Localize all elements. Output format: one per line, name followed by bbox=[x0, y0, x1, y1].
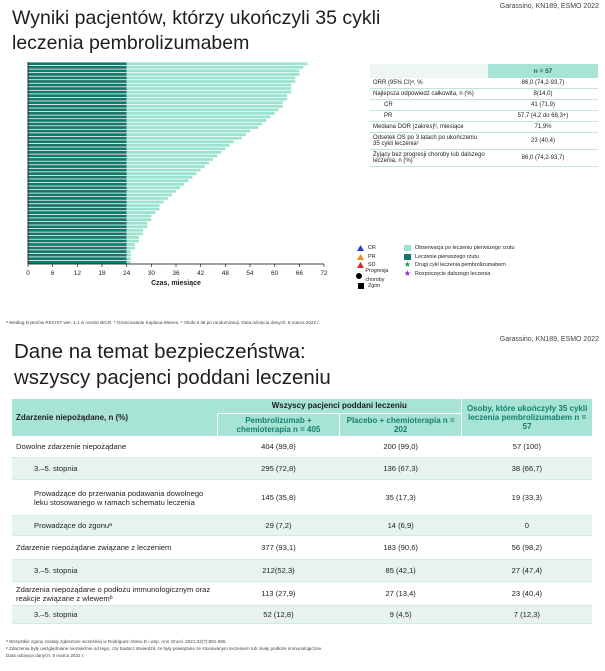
bar-first-line bbox=[28, 126, 127, 129]
header-placebo: Placebo + chemioterapia n = 202 bbox=[340, 413, 462, 436]
bar-follow-up bbox=[127, 232, 143, 235]
bar-first-line bbox=[28, 62, 127, 65]
bar-follow-up bbox=[127, 112, 275, 115]
bar-first-line bbox=[28, 101, 127, 104]
bar-follow-up bbox=[127, 190, 176, 193]
bar-follow-up bbox=[127, 133, 246, 136]
table-row bbox=[370, 89, 598, 100]
x-tick-label: 48 bbox=[221, 270, 229, 277]
bar-follow-up bbox=[127, 261, 131, 264]
cell-completed: 38 (66,7) bbox=[462, 458, 592, 480]
bar-follow-up bbox=[127, 140, 234, 143]
bar-follow-up bbox=[127, 247, 135, 250]
cell-completed: 19 (33,3) bbox=[462, 480, 592, 516]
cell-pembro: 377 (93,1) bbox=[217, 536, 339, 560]
bar-follow-up bbox=[127, 257, 131, 260]
x-tick-label: 30 bbox=[147, 270, 155, 277]
bar-follow-up bbox=[127, 101, 283, 104]
slide-title bbox=[14, 339, 331, 391]
bar-follow-up bbox=[127, 204, 160, 207]
bar-follow-up bbox=[127, 147, 226, 150]
cell-completed: 23 (40,4) bbox=[462, 582, 592, 606]
bar-first-line bbox=[28, 225, 127, 228]
bar-follow-up bbox=[127, 236, 139, 239]
bar-first-line bbox=[28, 186, 127, 189]
bar-first-line bbox=[28, 87, 127, 90]
x-tick-label: 12 bbox=[73, 270, 81, 277]
swimmer-plot-svg bbox=[24, 60, 360, 290]
table-row bbox=[370, 100, 598, 111]
efficacy-summary-body bbox=[370, 78, 598, 167]
row-value: 71,9% bbox=[488, 122, 598, 133]
efficacy-slide bbox=[0, 0, 605, 333]
legend-markers bbox=[356, 244, 396, 290]
bar-first-line bbox=[28, 80, 127, 83]
table-row bbox=[370, 111, 598, 122]
row-label: ORR (95% CI)ᵃ, % bbox=[370, 78, 488, 89]
bar-first-line bbox=[28, 179, 127, 182]
table-row bbox=[12, 606, 592, 624]
footnote-1: ᵃ Wszystkie zgony zostały zgłoszone wcześniej w Rodriguez-Abreu D i wsp. Ann Oncol. 2021;32(7):881-895. bbox=[6, 639, 227, 644]
bar-follow-up bbox=[127, 229, 143, 232]
bar-first-line bbox=[28, 69, 127, 72]
bar-follow-up bbox=[127, 66, 304, 69]
cell-pembro: 212(52,3) bbox=[217, 560, 339, 582]
header-pembro: Pembrolizumab + chemioterapia n = 405 bbox=[217, 413, 339, 436]
legend-item-pr bbox=[356, 253, 396, 262]
bar-first-line bbox=[28, 243, 127, 246]
source-citation: Garassino, KN189, ESMO 2022 bbox=[499, 3, 599, 10]
purple-star-icon: ★ bbox=[403, 268, 412, 278]
table-row bbox=[12, 560, 592, 582]
bar-follow-up bbox=[127, 240, 139, 243]
bar-first-line bbox=[28, 250, 127, 253]
legend-bars bbox=[403, 244, 514, 278]
cell-completed: 27 (47,4) bbox=[462, 560, 592, 582]
header-group: Wszyscy pacjenci poddani leczeniu bbox=[217, 399, 461, 413]
bar-first-line bbox=[28, 144, 127, 147]
bar-follow-up bbox=[127, 194, 172, 197]
row-value: 86,0 (74,2-93,7) bbox=[488, 78, 598, 89]
bar-first-line bbox=[28, 204, 127, 207]
bar-first-line bbox=[28, 73, 127, 76]
bar-follow-up bbox=[127, 126, 259, 129]
table-row bbox=[370, 78, 598, 89]
row-value: 23 (40,4) bbox=[488, 133, 598, 150]
red-triangle-icon bbox=[356, 262, 365, 268]
header-completed: Osoby, które ukończyły 35 cykli leczenia pembrolizumabem n = 57 bbox=[462, 399, 592, 436]
bar-first-line bbox=[28, 94, 127, 97]
row-label: Prowadzące do zgonuᵃ bbox=[12, 516, 217, 536]
legend-item-first-line bbox=[403, 253, 514, 262]
bar-first-line bbox=[28, 151, 127, 154]
footnote-3: Data odcięcia danych: 8 marca 2022 r. bbox=[6, 653, 85, 658]
x-axis-label: Czas, miesiące bbox=[151, 280, 201, 287]
bar-first-line bbox=[28, 190, 127, 193]
bar-follow-up bbox=[127, 183, 185, 186]
bar-follow-up bbox=[127, 69, 300, 72]
cell-placebo: 136 (67,3) bbox=[340, 458, 462, 480]
table-row bbox=[370, 133, 598, 150]
cell-completed: 57 (100) bbox=[462, 436, 592, 458]
row-label: CR bbox=[370, 100, 488, 111]
bar-follow-up bbox=[127, 250, 131, 253]
bar-follow-up bbox=[127, 254, 131, 257]
bar-follow-up bbox=[127, 215, 152, 218]
cell-placebo: 9 (4,5) bbox=[340, 606, 462, 624]
x-tick-label: 24 bbox=[123, 270, 131, 277]
x-tick-label: 0 bbox=[26, 270, 30, 277]
cell-placebo: 183 (90,6) bbox=[340, 536, 462, 560]
cell-placebo: 35 (17,3) bbox=[340, 480, 462, 516]
x-tick-label: 66 bbox=[295, 270, 303, 277]
cell-pembro: 295 (72,8) bbox=[217, 458, 339, 480]
bar-first-line bbox=[28, 232, 127, 235]
bar-first-line bbox=[28, 229, 127, 232]
bar-first-line bbox=[28, 130, 127, 133]
bar-first-line bbox=[28, 236, 127, 239]
bar-follow-up bbox=[127, 172, 197, 175]
row-label: Najlepsza odpowiedź całkowita, n (%) bbox=[370, 89, 488, 100]
header-event: Zdarzenie niepożądane, n (%) bbox=[16, 412, 129, 422]
legend-item-cr bbox=[356, 244, 396, 253]
bar-first-line bbox=[28, 165, 127, 168]
legend-label: Progresja choroby bbox=[365, 268, 389, 283]
row-label: Żyjący bez progresji choroby lub dalszego leczenia, n (%) bbox=[370, 150, 488, 167]
row-value: 41 (71,9) bbox=[488, 100, 598, 111]
black-circle-icon bbox=[356, 273, 362, 279]
table-row bbox=[370, 122, 598, 133]
x-tick-label: 60 bbox=[271, 270, 279, 277]
bar-follow-up bbox=[127, 211, 156, 214]
bar-follow-up bbox=[127, 176, 193, 179]
bar-first-line bbox=[28, 112, 127, 115]
bar-first-line bbox=[28, 162, 127, 165]
header-blank bbox=[370, 64, 488, 78]
legend-label: CR bbox=[368, 245, 376, 251]
table-row bbox=[12, 458, 592, 480]
bar-follow-up bbox=[127, 105, 283, 108]
bar-follow-up bbox=[127, 225, 148, 228]
bar-follow-up bbox=[127, 130, 250, 133]
table-header-row bbox=[12, 399, 592, 413]
legend-label: Leczenie pierwszego rzutu bbox=[415, 253, 479, 260]
bar-follow-up bbox=[127, 179, 189, 182]
bar-first-line bbox=[28, 218, 127, 221]
row-label: Dowolne zdarzenie niepożądane bbox=[12, 436, 217, 458]
legend-label: Zgon bbox=[368, 282, 381, 289]
bar-follow-up bbox=[127, 87, 291, 90]
bar-follow-up bbox=[127, 243, 135, 246]
bar-follow-up bbox=[127, 80, 296, 83]
bar-follow-up bbox=[127, 77, 296, 80]
bar-first-line bbox=[28, 201, 127, 204]
source-citation: Garassino, KN189, ESMO 2022 bbox=[499, 336, 599, 343]
bar-follow-up bbox=[127, 84, 291, 87]
bar-first-line bbox=[28, 208, 127, 211]
table-row bbox=[12, 536, 592, 560]
bar-follow-up bbox=[127, 144, 230, 147]
bar-first-line bbox=[28, 140, 127, 143]
cell-placebo: 200 (99,0) bbox=[340, 436, 462, 458]
bar-follow-up bbox=[127, 222, 148, 225]
bar-follow-up bbox=[127, 108, 279, 111]
bar-follow-up bbox=[127, 218, 152, 221]
x-tick-label: 18 bbox=[98, 270, 106, 277]
footnote: ᵃ Według kryteriów RECIST wer. 1.1 w ocenie BICR. ᵇ Oszacowanie Kaplana-Meiera. ᶜ Około 5 lat po randomizacji. Data odcięcia danych: 8 marca 2022 r. bbox=[6, 320, 320, 325]
bar-first-line bbox=[28, 172, 127, 175]
table-row bbox=[12, 436, 592, 458]
adverse-events-table bbox=[12, 399, 592, 624]
bar-first-line bbox=[28, 211, 127, 214]
cell-pembro: 404 (99,8) bbox=[217, 436, 339, 458]
cell-placebo: 27 (13,4) bbox=[340, 582, 462, 606]
bar-follow-up bbox=[127, 98, 287, 101]
bar-follow-up bbox=[127, 201, 164, 204]
bar-follow-up bbox=[127, 208, 160, 211]
footnote-2: ᵇ Zdarzenia były uwzględniane niezależnie od tego, czy badacz stwierdził, że były powiązane ze stosowanym leczeniem lub miały podłoże immunologiczne. bbox=[6, 646, 323, 651]
bar-first-line bbox=[28, 108, 127, 111]
x-tick-label: 42 bbox=[197, 270, 205, 277]
cell-pembro: 145 (35,8) bbox=[217, 480, 339, 516]
bar-first-line bbox=[28, 183, 127, 186]
legend-label: PR bbox=[368, 253, 376, 260]
green-star-icon: ★ bbox=[403, 260, 412, 270]
bar-first-line bbox=[28, 247, 127, 250]
slide-title-line2: wszyscy pacjenci poddani leczeniu bbox=[14, 366, 331, 389]
bar-first-line bbox=[28, 257, 127, 260]
legend-item-followup bbox=[403, 244, 514, 253]
x-tick-label: 6 bbox=[50, 270, 55, 277]
bar-follow-up bbox=[127, 155, 217, 158]
cell-completed: 7 (12,3) bbox=[462, 606, 592, 624]
row-label: 3.–5. stopnia bbox=[12, 560, 217, 582]
row-label: 3.–5. stopnia bbox=[12, 606, 217, 624]
bar-follow-up bbox=[127, 91, 291, 94]
safety-slide bbox=[0, 333, 605, 671]
light-green-box-icon bbox=[403, 245, 412, 251]
blue-triangle-icon bbox=[356, 245, 365, 251]
bar-follow-up bbox=[127, 151, 222, 154]
swimmer-plot bbox=[24, 60, 360, 290]
row-label: Zdarzenia niepożądane o podłożu immunologicznym oraz reakcje związane z wlewemᵇ bbox=[12, 582, 217, 606]
bar-first-line bbox=[28, 119, 127, 122]
cell-pembro: 29 (7,2) bbox=[217, 516, 339, 536]
bar-first-line bbox=[28, 176, 127, 179]
bar-first-line bbox=[28, 123, 127, 126]
bar-first-line bbox=[28, 222, 127, 225]
row-label: Zdarzenie niepożądane związane z leczeniem bbox=[12, 536, 217, 560]
slide-title-line2: leczenia pembrolizumabem bbox=[12, 32, 250, 54]
bar-first-line bbox=[28, 77, 127, 80]
row-value: 8(14,0) bbox=[488, 89, 598, 100]
bar-first-line bbox=[28, 197, 127, 200]
x-tick-label: 36 bbox=[172, 270, 180, 277]
table-header-row bbox=[370, 64, 598, 78]
bar-follow-up bbox=[127, 137, 242, 140]
header-n: n = 57 bbox=[488, 64, 598, 78]
x-tick-label: 54 bbox=[246, 270, 254, 277]
bar-first-line bbox=[28, 147, 127, 150]
bar-follow-up bbox=[127, 158, 213, 161]
bar-first-line bbox=[28, 91, 127, 94]
legend-item-progression bbox=[356, 270, 396, 282]
bar-first-line bbox=[28, 105, 127, 108]
dark-green-box-icon bbox=[403, 254, 412, 260]
bar-first-line bbox=[28, 98, 127, 101]
table-row bbox=[12, 480, 592, 516]
row-label: Prowadzące do przerwania podawania dowolnego leku stosowanego w ramach schematu leczenia bbox=[12, 480, 217, 516]
bar-first-line bbox=[28, 158, 127, 161]
bar-first-line bbox=[28, 254, 127, 257]
bar-follow-up bbox=[127, 165, 205, 168]
bar-follow-up bbox=[127, 73, 300, 76]
black-square-icon bbox=[356, 283, 365, 289]
bar-first-line bbox=[28, 137, 127, 140]
slide-title-line1: Wyniki pacjentów, którzy ukończyli 35 cykli bbox=[12, 7, 381, 29]
legend-label: SD bbox=[368, 262, 376, 269]
legend-label: Drugi cykl leczenia pembrolizumabem bbox=[415, 262, 506, 269]
cell-placebo: 14 (6,9) bbox=[340, 516, 462, 536]
bar-follow-up bbox=[127, 162, 209, 165]
legend-item-second-course bbox=[403, 261, 514, 270]
bar-first-line bbox=[28, 240, 127, 243]
table-row bbox=[12, 582, 592, 606]
bar-first-line bbox=[28, 66, 127, 69]
x-tick-label: 72 bbox=[320, 270, 328, 277]
bar-follow-up bbox=[127, 197, 168, 200]
bar-first-line bbox=[28, 133, 127, 136]
row-label: 3.–5. stopnia bbox=[12, 458, 217, 480]
legend-label: Rozpoczęcie dalszego leczenia bbox=[415, 270, 491, 277]
bar-first-line bbox=[28, 116, 127, 119]
efficacy-summary-table bbox=[370, 64, 598, 167]
row-value: 57,7 (4,2 do 68,3+) bbox=[488, 111, 598, 122]
bar-follow-up bbox=[127, 116, 271, 119]
row-label: Odsetek OS po 3 latach po ukończeniu 35 cykli leczeniaᶜ bbox=[370, 133, 488, 150]
bar-follow-up bbox=[127, 94, 287, 97]
bar-first-line bbox=[28, 215, 127, 218]
bar-first-line bbox=[28, 169, 127, 172]
bar-follow-up bbox=[127, 169, 201, 172]
legend-label: Obserwacja po leczeniu pierwszego rzutu bbox=[415, 245, 515, 251]
bar-first-line bbox=[28, 194, 127, 197]
legend-item-subsequent bbox=[403, 270, 514, 279]
bar-first-line bbox=[28, 84, 127, 87]
slide-title-line1: Dane na temat bezpieczeństwa: bbox=[14, 340, 306, 363]
table-row bbox=[370, 150, 598, 167]
cell-completed: 0 bbox=[462, 516, 592, 536]
slide-title bbox=[12, 6, 380, 56]
bar-follow-up bbox=[127, 123, 263, 126]
cell-completed: 56 (98,2) bbox=[462, 536, 592, 560]
row-value: 86,0 (74,2-93,7) bbox=[488, 150, 598, 167]
bar-first-line bbox=[28, 261, 127, 264]
bar-first-line bbox=[28, 155, 127, 158]
cell-pembro: 52 (12,8) bbox=[217, 606, 339, 624]
row-label: Mediana DOR (zakres)ᵇ, miesiące bbox=[370, 122, 488, 133]
table-row bbox=[12, 516, 592, 536]
orange-triangle-icon bbox=[356, 254, 365, 260]
bar-follow-up bbox=[127, 186, 180, 189]
bar-follow-up bbox=[127, 119, 267, 122]
row-label: PR bbox=[370, 111, 488, 122]
cell-pembro: 113 (27,9) bbox=[217, 582, 339, 606]
bar-follow-up bbox=[127, 62, 308, 65]
cell-placebo: 85 (42,1) bbox=[340, 560, 462, 582]
